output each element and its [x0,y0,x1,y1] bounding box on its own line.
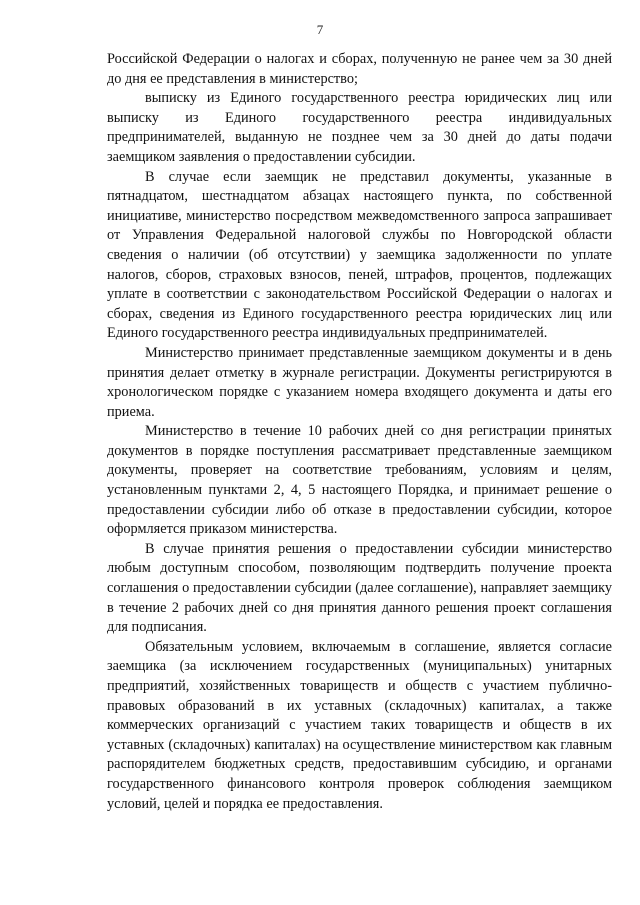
paragraph-certificate-continuation: Российской Федерации о налогах и сборах, полученную не ранее чем за 30 дней до дня ее представления в министерство; [107,51,612,87]
paragraph-document-registration: Министерство принимает представленные заемщиком документы и в день принятия делает отметку в журнале регистрации. Документы регистрируются в хронологическом порядке с указанием номера входящего документа и даты его приема. [107,344,612,420]
paragraph-registry-extract: выписку из Единого государственного реестра юридических лиц или выписку из Единого государственного реестра индивидуальных предпринимателей, выданную не позднее чем за 30 дней до даты подачи заемщиком заявления о предоставлении субсидии. [107,90,612,165]
paragraph-review-decision: Министерство в течение 10 рабочих дней со дня регистрации принятых документов в порядке поступления рассматривает представленные заемщиком документы, проверяет на соответствие требованиям, условиям и целям, установленным пунктами 2, 4, 5 настоящего Порядка, и принимает решение о предоставлении субсидии либо об отказе в предоставлении субсидии, которое оформляется приказом министерства. [107,423,612,538]
paragraph-interagency-request: В случае если заемщик не представил документы, указанные в пятнадцатом, шестнадцатом абзацах настоящего пункта, по собственной инициативе, министерство посредством межведомственного запроса запрашивает от Управления Федеральной налоговой службы по Новгородской области сведения о наличии (об отсутствии) у заемщика задолженности по уплате налогов, сборов, страховых взносов, пеней, штрафов, процентов, подлежащих уплате в соответствии с законодательством Российской Федерации о налогах и сборах, сведения из Единого государственного реестра юридических лиц или Единого государственного реестра индивидуальных предпринимателей. [107,168,612,342]
document-body [107,50,612,814]
paragraph-mandatory-condition: Обязательным условием, включаемым в соглашение, является согласие заемщика (за исключением государственных (муниципальных) унитарных предприятий, хозяйственных товариществ и обществ с участием публично-правовых образований в их уставных (складочных) капиталах, а также коммерческих организаций с участием таких товариществ и обществ в их уставных (складочных) капиталах) на осуществление министерством как главным распорядителем бюджетных средств, предоставившим субсидию, и органами государственного финансового контроля проверок соблюдения заемщиком условий, целей и порядка ее предоставления. [107,638,612,812]
page-number: 7 [316,22,324,37]
paragraph-agreement-sending: В случае принятия решения о предоставлении субсидии министерство любым доступным способом, позволяющим подтвердить получение проекта соглашения о предоставлении субсидии (далее соглашение), направляет заемщику в течение 2 рабочих дней со дня принятия данного решения проект соглашения для подписания. [107,540,612,636]
